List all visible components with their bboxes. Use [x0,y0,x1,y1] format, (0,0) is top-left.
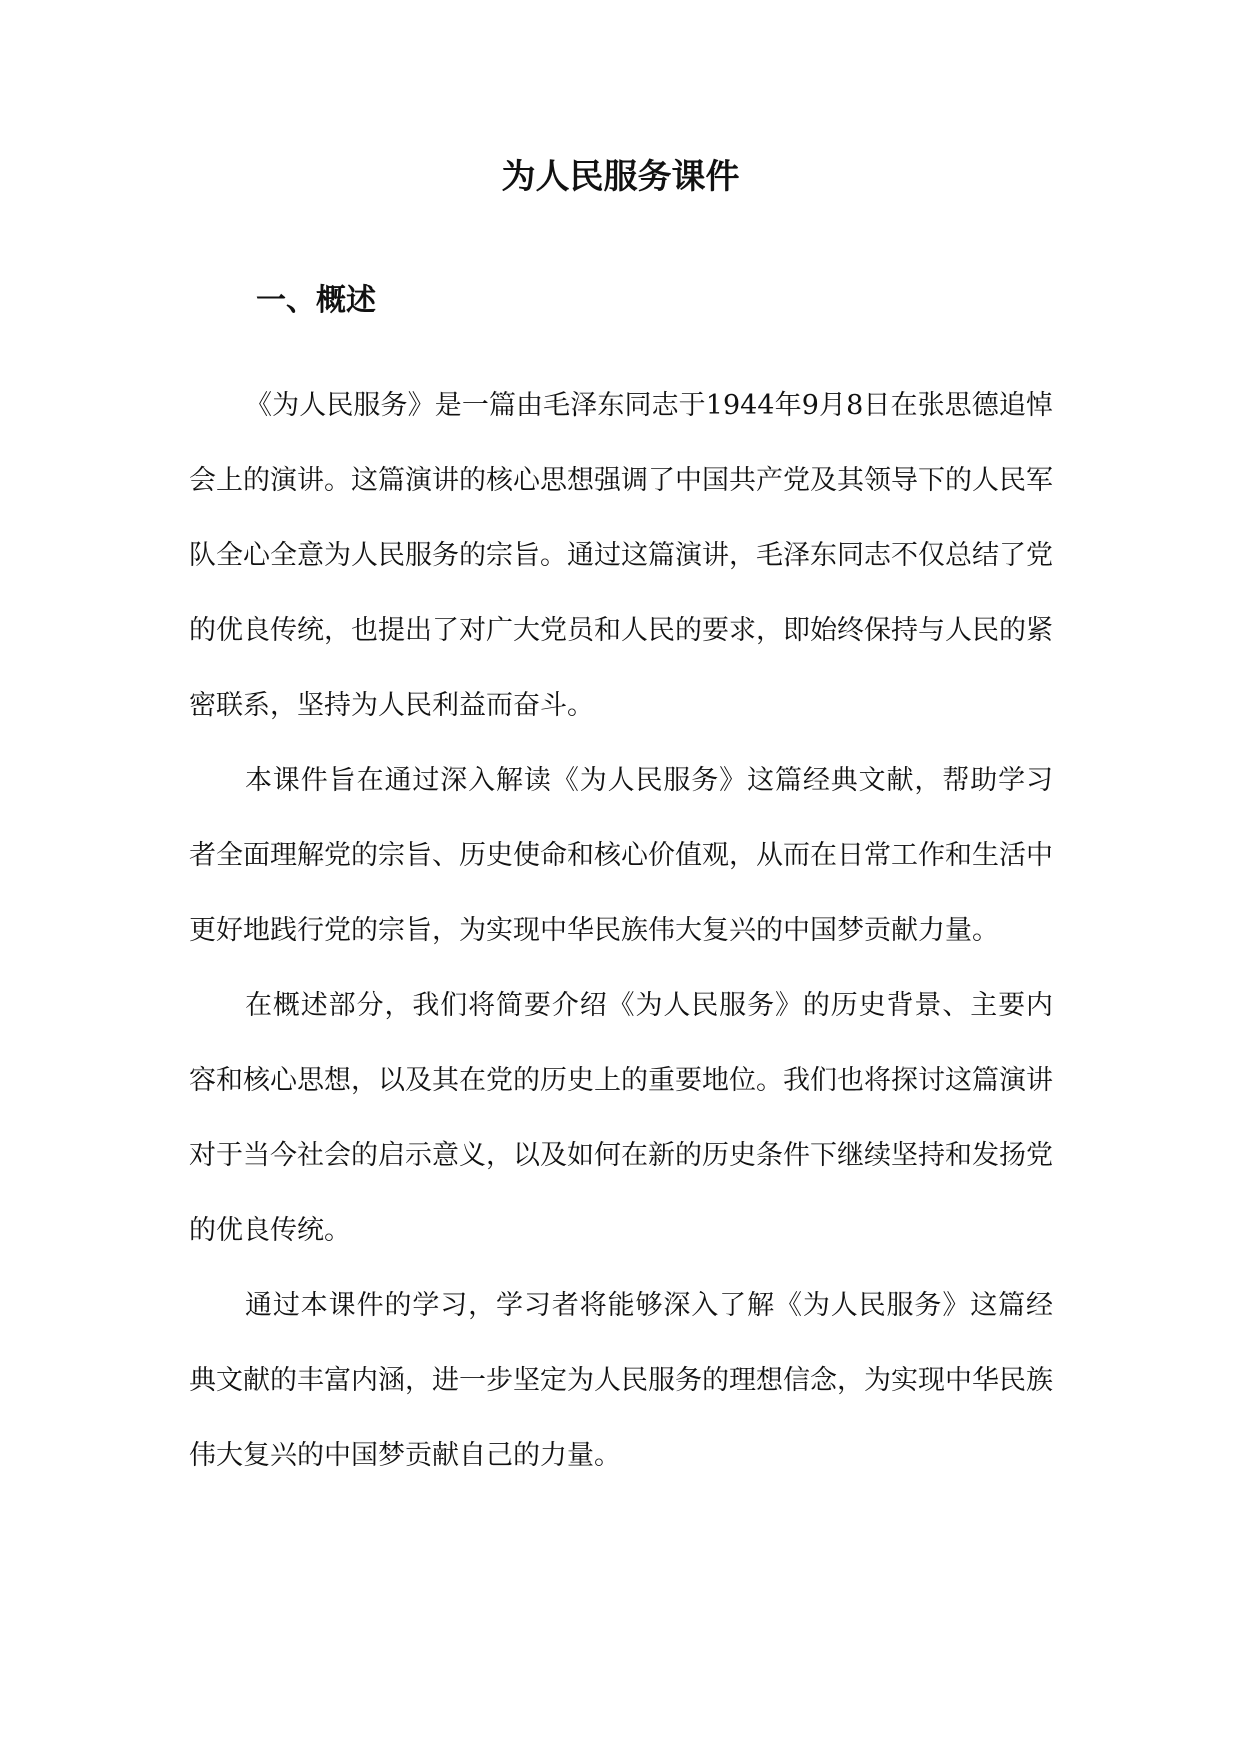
document-body [189,368,1053,1493]
section-heading-overview: 一、概述 [256,283,376,318]
body-paragraph-4: 通过本课件的学习，学习者将能够深入了解《为人民服务》这篇经典文献的丰富内涵，进一步坚定为人民服务的理想信念，为实现中华民族伟大复兴的中国梦贡献自己的力量。 [189,1290,1053,1471]
body-paragraph-1: 《为人民服务》是一篇由毛泽东同志于1944年9月8日在张思德追悼会上的演讲。这篇演讲的核心思想强调了中国共产党及其领导下的人民军队全心全意为人民服务的宗旨。通过这篇演讲，毛泽东同志不仅总结了党的优良传统，也提出了对广大党员和人民的要求，即始终保持与人民的紧密联系，坚持为人民利益而奋斗。 [189,390,1053,721]
body-paragraph-3: 在概述部分，我们将简要介绍《为人民服务》的历史背景、主要内容和核心思想，以及其在党的历史上的重要地位。我们也将探讨这篇演讲对于当今社会的启示意义，以及如何在新的历史条件下继续坚持和发扬党的优良传统。 [189,990,1053,1246]
document-title: 为人民服务课件 [501,157,740,197]
body-paragraph-2: 本课件旨在通过深入解读《为人民服务》这篇经典文献，帮助学习者全面理解党的宗旨、历史使命和核心价值观，从而在日常工作和生活中更好地践行党的宗旨，为实现中华民族伟大复兴的中国梦贡献力量。 [189,765,1053,946]
